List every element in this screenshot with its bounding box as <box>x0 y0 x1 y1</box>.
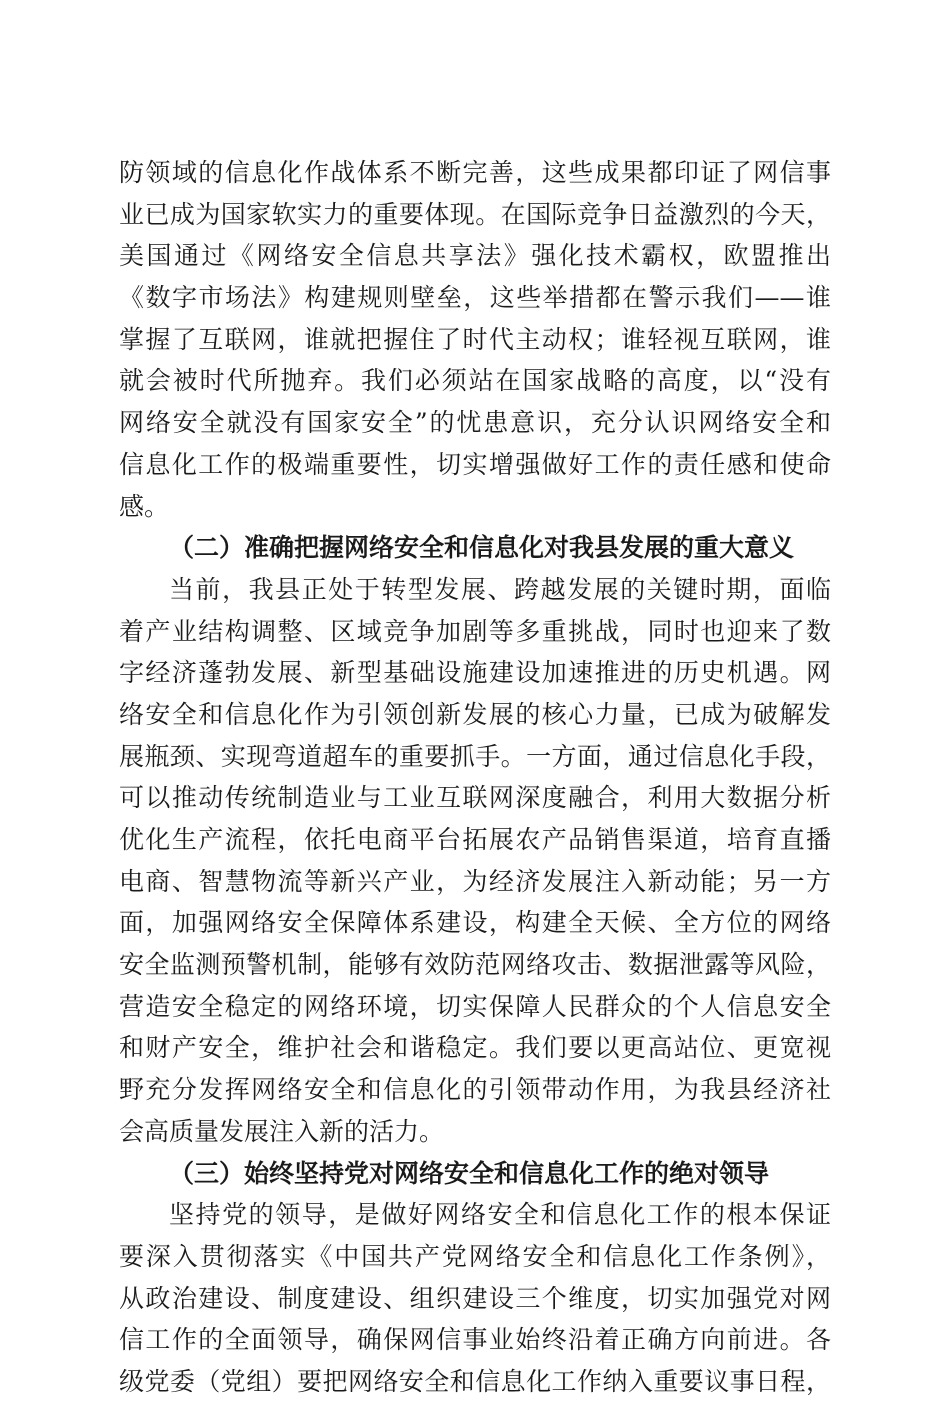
text-line: 掌握了互联网，谁就把握住了时代主动权；谁轻视互联网，谁 <box>119 324 831 354</box>
text-line: 要深入贯彻落实《中国共产党网络安全和信息化工作条例》， <box>119 1241 831 1271</box>
section-heading: （三）始终坚持党对网络安全和信息化工作的绝对领导 <box>169 1158 770 1188</box>
text-line: 当前，我县正处于转型发展、跨越发展的关键时期，面临 <box>169 574 831 604</box>
text-line: 网络安全就没有国家安全”的忧患意识，充分认识网络安全和 <box>119 408 831 438</box>
text-line: 业已成为国家软实力的重要体现。在国际竞争日益激烈的今天， <box>119 199 831 229</box>
text-line: 信息化工作的极端重要性，切实增强做好工作的责任感和使命 <box>119 449 831 479</box>
paragraph <box>119 569 831 1153</box>
paragraph <box>119 1194 831 1402</box>
text-line: 着产业结构调整、区域竞争加剧等多重挑战，同时也迎来了数 <box>119 616 831 646</box>
section-heading: （二）准确把握网络安全和信息化对我县发展的重大意义 <box>169 533 795 563</box>
text-line: 面，加强网络安全保障体系建设，构建全天候、全方位的网络 <box>119 908 831 938</box>
document-page <box>119 152 831 1403</box>
text-line: 安全监测预警机制，能够有效防范网络攻击、数据泄露等风险， <box>119 950 831 980</box>
text-line: 字经济蓬勃发展、新型基础设施建设加速推进的历史机遇。网 <box>119 658 831 688</box>
text-line: 电商、智慧物流等新兴产业，为经济发展注入新动能；另一方 <box>119 866 831 896</box>
text-line: 防领域的信息化作战体系不断完善，这些成果都印证了网信事 <box>119 158 831 187</box>
text-line: 野充分发挥网络安全和信息化的引领带动作用，为我县经济社 <box>119 1075 831 1105</box>
text-line: 级党委（党组）要把网络安全和信息化工作纳入重要议事日程， <box>119 1366 831 1396</box>
text-line: 美国通过《网络安全信息共享法》强化技术霸权，欧盟推出 <box>119 241 831 271</box>
text-line: 信工作的全面领导，确保网信事业始终沿着正确方向前进。各 <box>119 1325 831 1355</box>
text-line: 从政治建设、制度建设、组织建设三个维度，切实加强党对网 <box>119 1283 831 1313</box>
text-line: 可以推动传统制造业与工业互联网深度融合，利用大数据分析 <box>119 783 831 813</box>
text-line: 展瓶颈、实现弯道超车的重要抓手。一方面，通过信息化手段， <box>119 741 831 771</box>
text-line: 感。 <box>119 491 170 521</box>
text-line: 营造安全稳定的网络环境，切实保障人民群众的个人信息安全 <box>119 991 831 1021</box>
text-line: 和财产安全，维护社会和谐稳定。我们要以更高站位、更宽视 <box>119 1033 831 1063</box>
text-line: 优化生产流程，依托电商平台拓展农产品销售渠道，培育直播 <box>119 825 831 854</box>
text-line: 坚持党的领导，是做好网络安全和信息化工作的根本保证 <box>169 1200 831 1230</box>
text-line: 就会被时代所抛弃。我们必须站在国家战略的高度，以“没有 <box>119 366 831 396</box>
text-line: 络安全和信息化作为引领创新发展的核心力量，已成为破解发 <box>119 699 831 729</box>
text-line: 会高质量发展注入新的活力。 <box>119 1116 445 1146</box>
paragraph <box>119 152 831 527</box>
text-line: 《数字市场法》构建规则壁垒，这些举措都在警示我们——谁 <box>119 283 831 313</box>
